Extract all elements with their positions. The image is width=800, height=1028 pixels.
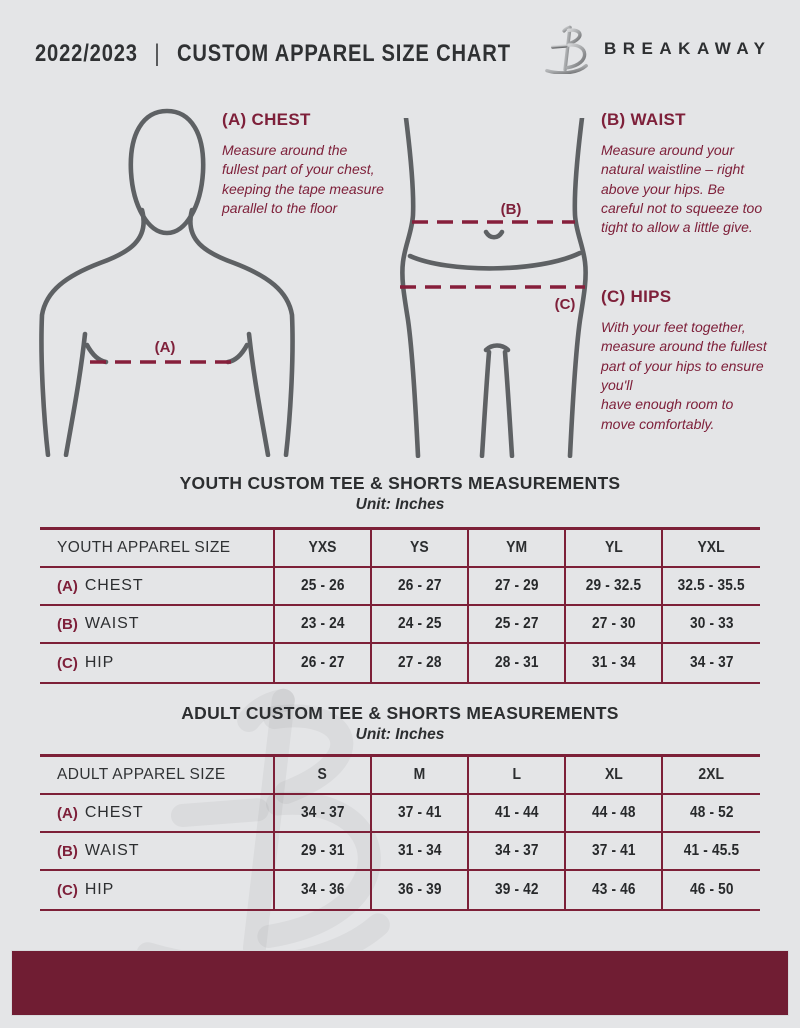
adult-col-header-m: M [372, 757, 469, 795]
guide-waist-heading: (B) WAIST [601, 110, 686, 129]
table-cell: 44 - 48 [566, 795, 663, 833]
youth-row-hip-label: (C) HIP [40, 644, 275, 682]
guide-chest [222, 110, 387, 218]
table-cell: 34 - 37 [469, 833, 566, 871]
table-cell: 29 - 32.5 [566, 568, 663, 606]
table-cell: 27 - 30 [566, 606, 663, 644]
adult-section-title: ADULT CUSTOM TEE & SHORTS MEASUREMENTS [181, 703, 619, 723]
youth-col-header-yxl: YXL [663, 530, 760, 568]
brand-name: BREAKAWAY [604, 39, 772, 58]
page-title-season: 2022/2023 [35, 40, 138, 67]
adult-col-header-s: S [275, 757, 372, 795]
table-cell: 39 - 42 [469, 871, 566, 909]
youth-col-header-ym: YM [469, 530, 566, 568]
table-cell: 27 - 29 [469, 568, 566, 606]
adult-col-header-size: ADULT APPAREL SIZE [40, 757, 275, 795]
youth-col-header-yl: YL [566, 530, 663, 568]
page-title-main: CUSTOM APPAREL SIZE CHART [176, 40, 511, 67]
table-cell: 46 - 50 [689, 881, 734, 898]
guide-hips-heading: (C) HIPS [601, 287, 672, 306]
table-cell: 34 - 36 [275, 871, 372, 909]
table-cell: 27 - 28 [372, 644, 469, 682]
youth-row-waist-label: (B) WAIST [40, 606, 275, 644]
table-cell: 34 - 37 [275, 795, 372, 833]
youth-section-subtitle: Unit: Inches [355, 496, 445, 513]
table-cell: 26 - 27 [372, 568, 469, 606]
youth-col-header-size: YOUTH APPAREL SIZE [40, 530, 275, 568]
adult-col-header-2xl: 2XL [663, 757, 760, 795]
figure-marker-c: (C) [554, 296, 576, 313]
table-cell: 31 - 34 [566, 644, 663, 682]
adult-col-header-xl: XL [566, 757, 663, 795]
body-figure-hips [393, 118, 593, 458]
guide-waist [601, 110, 764, 238]
youth-section-title: YOUTH CUSTOM TEE & SHORTS MEASUREMENTS [179, 473, 621, 493]
table-cell: 37 - 41 [566, 833, 663, 871]
guide-chest-body: Measure around the fullest part of your chest, keeping the tape measure parallel to the floor [222, 142, 384, 216]
table-cell: 26 - 27 [275, 644, 372, 682]
youth-row-chest-label: (A) CHEST [40, 568, 275, 606]
guide-waist-body: Measure around your natural waistline – right above your hips. Be careful not to squeeze too tight to allow a little give. [601, 142, 763, 236]
table-cell: 25 - 27 [469, 606, 566, 644]
adult-row-hip-label: (C) HIP [40, 871, 275, 909]
youth-col-header-ys: YS [372, 530, 469, 568]
table-cell: 31 - 34 [372, 833, 469, 871]
adult-section-subtitle: Unit: Inches [355, 726, 445, 743]
figure-marker-a: (A) [154, 339, 176, 356]
table-cell: 34 - 37 [689, 654, 734, 671]
youth-col-header-yxs: YXS [275, 530, 372, 568]
footer-bar [11, 950, 789, 1016]
table-cell: 36 - 39 [372, 871, 469, 909]
table-cell: 41 - 44 [469, 795, 566, 833]
youth-size-table [40, 527, 760, 684]
adult-col-header-l: L [469, 757, 566, 795]
page-title [35, 40, 511, 68]
adult-size-table [40, 754, 760, 911]
guide-chest-heading: (A) CHEST [222, 110, 311, 129]
adult-row-waist-label: (B) WAIST [40, 833, 275, 871]
guide-hips [601, 287, 771, 434]
table-cell: 29 - 31 [275, 833, 372, 871]
figure-marker-b: (B) [500, 201, 522, 218]
guide-hips-body2: have enough room to move comfortably. [601, 396, 734, 432]
table-cell: 25 - 26 [275, 568, 372, 606]
table-cell: 32.5 - 35.5 [663, 568, 760, 606]
table-cell: 37 - 41 [372, 795, 469, 833]
guide-hips-body: With your feet together, measure around the fullest part of your hips to ensure you'll [601, 319, 767, 393]
table-cell: 30 - 33 [663, 606, 760, 644]
breakaway-b-logo-icon [540, 24, 594, 74]
table-cell: 23 - 24 [275, 606, 372, 644]
table-cell: 48 - 52 [663, 795, 760, 833]
table-cell: 24 - 25 [372, 606, 469, 644]
adult-row-chest-label: (A) CHEST [40, 795, 275, 833]
table-cell: 41 - 45.5 [663, 833, 760, 871]
brand-lockup [540, 24, 771, 74]
table-cell: 43 - 46 [566, 871, 663, 909]
title-divider: | [154, 40, 161, 67]
table-cell: 28 - 31 [469, 644, 566, 682]
